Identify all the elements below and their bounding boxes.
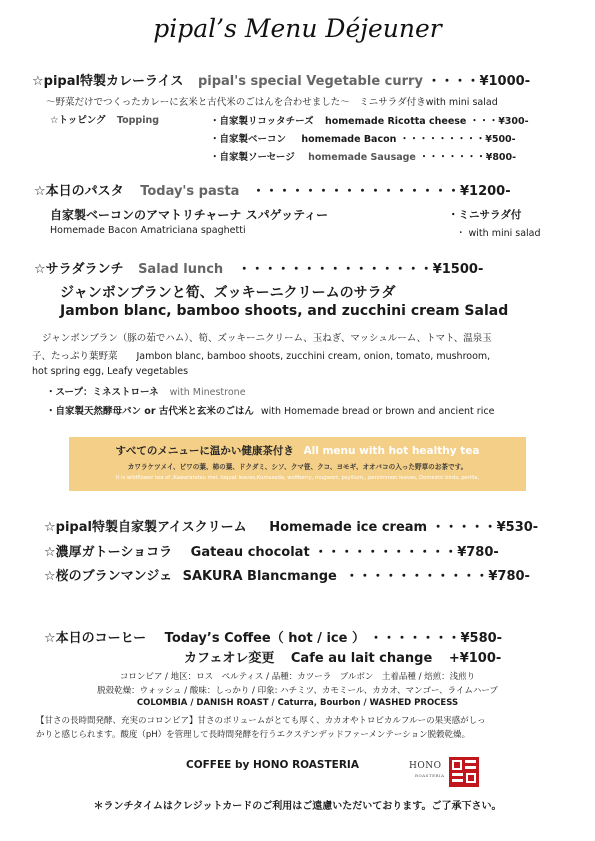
pasta-dish-jp: 自家製ベーコンのアマトリチャーナ スパゲッティー	[50, 208, 329, 222]
dessert-name-jp: ☆濃厚ガトーショコラ	[44, 545, 173, 560]
credit-card-notice: ＊ランチタイムはクレジットカードのご利用はご遠慮いただいております。ご了承下さい。	[93, 801, 502, 812]
roaster-name: COFFEE by HONO ROASTERIA	[186, 759, 359, 771]
coffee-note: かりと感じられます。酸度（pH）を管理して長時間発酵を行うエクステンデッドファーメンテーション脱穀乾燥。	[36, 730, 471, 740]
dessert-name-en: Gateau chocolat	[190, 545, 310, 560]
coffee-price: ・・・・・・・¥580-	[369, 631, 503, 646]
topping-label: ☆トッピング	[50, 115, 106, 126]
salad-bread-jp: ・自家製天然酵母パン or 古代米と玄米のごはん	[46, 406, 254, 417]
notice-desc-en: It is wildflower tea of ,Kawaratetsu mei, loquat leaves,Kumasada, wolfberry, mugwort, psyllium,, persimmon leaves, Domestic birds, perilla,	[115, 475, 480, 481]
notice-title-en: All menu with hot healthy tea	[303, 445, 480, 457]
salad-heading	[34, 258, 483, 277]
pasta-dish-en: Homemade Bacon Amatriciana spaghetti	[50, 225, 246, 236]
curry-heading	[32, 70, 530, 89]
latte-price: +¥100-	[448, 651, 502, 666]
coffee-origin-en: COLOMBIA / DANISH ROAST / Caturra, Bourbon / WASHED PROCESS	[136, 698, 459, 708]
topping-item-price: ・・・・・・・¥800-	[419, 152, 517, 163]
salad-soup-jp: ・スープ：ミネストローネ	[46, 387, 159, 398]
topping-item-en: homemade Ricotta cheese	[324, 116, 467, 127]
hono-logo-icon	[449, 757, 479, 787]
topping-item-en: homemade Bacon	[301, 134, 397, 145]
latte-en: Cafe au lait change	[290, 651, 433, 666]
topping-item	[210, 149, 516, 163]
dessert-price: ・・・・・・・・・・・¥780-	[345, 569, 530, 584]
topping-item-price: ・・・・・・・・・¥500-	[399, 134, 516, 145]
cafe-au-lait-row	[184, 647, 501, 666]
topping-label-en: Topping	[116, 115, 160, 126]
salad-soup	[46, 384, 246, 398]
coffee-note: 【甘さの長時間発酵、充実のコロンビア】甘さのボリュームがとても厚く、カカオやトロピカルフルーの果実感がしっ	[36, 716, 486, 726]
salad-bread	[46, 403, 494, 417]
topping-label-row	[50, 112, 159, 126]
healthy-tea-notice	[69, 437, 526, 491]
topping-item	[210, 113, 529, 127]
notice-title-jp: すべてのメニューに温かい健康茶付き	[115, 445, 294, 457]
coffee-name: ☆本日のコーヒー	[44, 631, 147, 646]
pasta-side-jp: ・ミニサラダ付	[448, 209, 522, 221]
logo-text: HONO	[409, 761, 442, 771]
salad-soup-en: with Minestrone	[169, 387, 246, 398]
logo-subtext: ROASTERIA	[415, 773, 445, 778]
salad-name-en: Salad lunch	[138, 262, 224, 277]
dessert-item	[44, 516, 538, 535]
salad-dish-jp: ジャンボンブランと筍、ズッキーニクリームのサラダ	[60, 285, 396, 301]
topping-item-jp: ・自家製ソーセージ	[210, 152, 295, 163]
salad-desc-line: 子、たっぷり葉野菜 Jambon blanc, bamboo shoots, zucchini cream, onion, tomato, mushroom,	[32, 351, 491, 362]
salad-bread-en: with Homemade bread or brown and ancient rice	[260, 406, 495, 417]
dessert-item	[44, 565, 530, 584]
topping-item	[210, 131, 516, 145]
latte-jp: カフェオレ変更	[184, 651, 275, 666]
coffee-origin: 脱殻乾燥：ウォッシュ / 酸味：しっかり / 印象: ハチミツ、カモミール、カカオ、マンゴー、ライムハーブ	[97, 686, 498, 696]
dessert-price: ・・・・・・・・・・・¥780-	[314, 545, 499, 560]
dessert-name-jp: ☆pipal特製自家製アイスクリーム	[44, 520, 247, 535]
pasta-name-en: Today's pasta	[140, 184, 240, 199]
coffee-origin: コロンビア / 地区：ロス ペルティス / 品種：カツーラ ブルボン 土着品種 / 焙煎：浅煎り	[119, 672, 476, 682]
pasta-price: ・・・・・・・・・・・・・・・・¥1200-	[252, 184, 511, 199]
dessert-price: ・・・・・¥530-	[431, 520, 539, 535]
salad-name: ☆サラダランチ	[34, 262, 124, 277]
dessert-name-jp: ☆桜のブランマンジェ	[44, 569, 173, 584]
topping-item-jp: ・自家製ベーコン	[210, 134, 287, 145]
hono-roasteria-logo	[409, 757, 479, 789]
dessert-name-en: SAKURA Blancmange	[182, 569, 337, 584]
salad-desc-line: ジャンボンブラン（豚の茹でハム）、筍、ズッキーニクリーム、玉ねぎ、マッシュルーム、トマト、温泉玉	[42, 333, 492, 344]
topping-item-jp: ・自家製リコッタチーズ	[210, 116, 314, 127]
topping-item-en: homemade Sausage	[308, 152, 416, 163]
dessert-item	[44, 541, 499, 560]
notice-title	[69, 443, 526, 458]
curry-desc: 〜野菜だけでつくったカレーに玄米と古代米のごはんを合わせました〜 ミニサラダ付きwith mini salad	[46, 97, 498, 108]
pasta-name: ☆本日のパスタ	[34, 184, 124, 199]
salad-price: ・・・・・・・・・・・・・・・¥1500-	[237, 262, 484, 277]
salad-desc-line: hot spring egg, Leafy vegetables	[32, 366, 189, 377]
salad-dish-en: Jambon blanc, bamboo shoots, and zucchini cream Salad	[60, 303, 509, 319]
coffee-heading	[44, 627, 502, 646]
notice-desc: カワラケツメイ、ビワの葉、柿の葉、ドクダミ、シソ、クマ笹、クコ、ヨモギ、オオバコの入った野草のお茶です。	[127, 463, 468, 471]
topping-item-price: ・・・¥300-	[469, 116, 529, 127]
coffee-name-en: Today’s Coffee（ hot / ice ）	[164, 631, 365, 646]
page-title: pipal’s Menu Déjeuner	[153, 14, 442, 43]
curry-name-en: pipal's special Vegetable curry	[197, 74, 423, 89]
dessert-name-en: Homemade ice cream	[269, 520, 428, 535]
curry-name: ☆pipal特製カレーライス	[32, 74, 184, 89]
pasta-heading	[34, 180, 511, 199]
curry-price: ・・・・¥1000-	[427, 74, 531, 89]
pasta-side-en: ・ with mini salad	[456, 228, 541, 239]
